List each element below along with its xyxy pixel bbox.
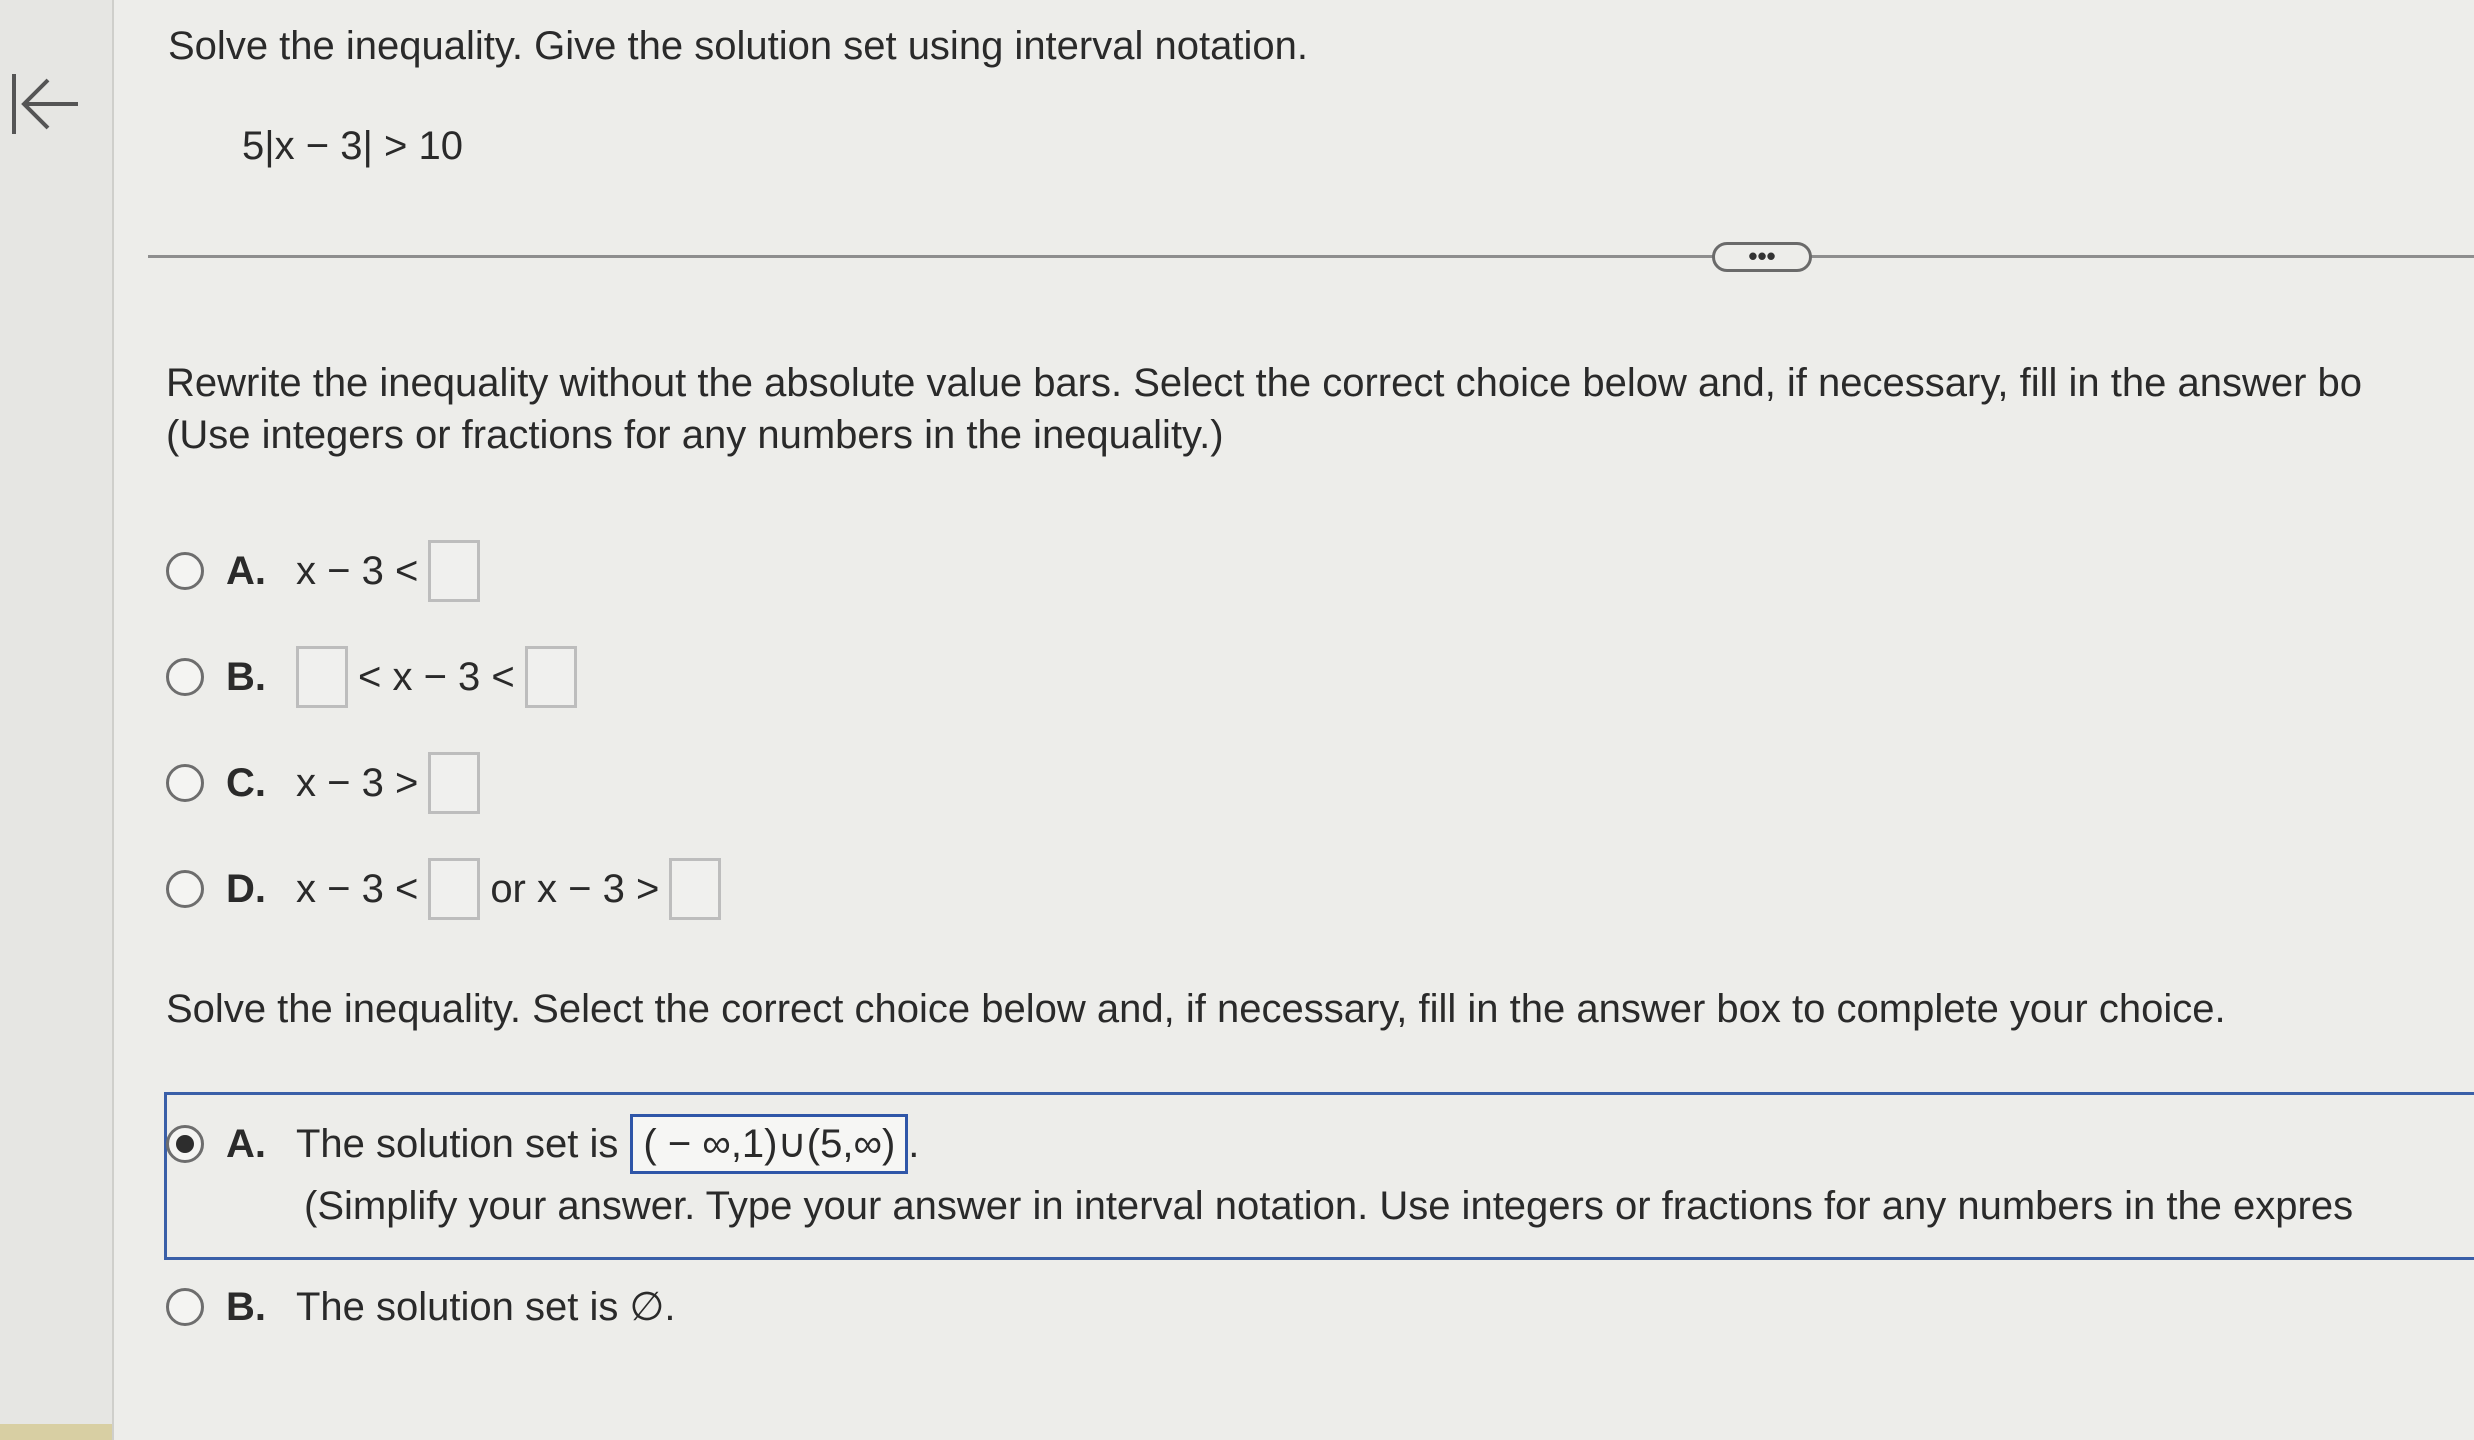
option-a-expression: x − 3 < — [296, 548, 419, 593]
part1-option-a[interactable] — [166, 540, 480, 602]
part1-option-b[interactable] — [166, 646, 577, 708]
option-a-radio[interactable] — [166, 552, 204, 590]
part2-option-b-text: The solution set is ∅. — [296, 1285, 676, 1329]
option-a-letter: A. — [226, 548, 266, 593]
option-a-answer-box[interactable] — [428, 540, 480, 602]
part2-option-a-letter: A. — [226, 1121, 266, 1166]
option-c-radio[interactable] — [166, 764, 204, 802]
part2-instruction: Solve the inequality. Select the correct choice below and, if necessary, fill in the answer box to complete your choice. — [166, 987, 2226, 1031]
section-divider — [148, 255, 2474, 258]
option-c-answer-box[interactable] — [428, 752, 480, 814]
question-area — [112, 0, 2474, 1440]
option-d-expression-right: or x − 3 > — [490, 866, 660, 911]
option-d-left-box[interactable] — [428, 858, 480, 920]
part2-option-a-hint: (Simplify your answer. Type your answer in interval notation. Use integers or fractions for any numbers in the expres — [304, 1184, 2354, 1228]
part2-option-a-text: The solution set is — [296, 1121, 619, 1166]
option-d-letter: D. — [226, 866, 266, 911]
part1-instruction-line2: (Use integers or fractions for any numbers in the inequality.) — [166, 413, 1224, 457]
answer-period: . — [908, 1121, 920, 1166]
left-sidebar — [0, 0, 114, 1440]
option-c-expression: x − 3 > — [296, 760, 419, 805]
option-b-letter: B. — [226, 654, 266, 699]
part1-option-c[interactable] — [166, 752, 480, 814]
more-options-button[interactable]: ••• — [1712, 242, 1812, 272]
solution-answer-input[interactable]: ( − ∞,1)∪(5,∞) — [630, 1114, 908, 1174]
part2-option-b-letter: B. — [226, 1284, 266, 1329]
part1-instruction-line1: Rewrite the inequality without the absolute value bars. Select the correct choice below and, if necessary, fill in the answer bo — [166, 361, 2362, 405]
option-c-letter: C. — [226, 760, 266, 805]
option-d-expression-left: x − 3 < — [296, 866, 419, 911]
question-instruction: Solve the inequality. Give the solution set using interval notation. — [168, 24, 1308, 68]
part2-option-b-radio[interactable] — [166, 1288, 204, 1326]
part1-option-d[interactable] — [166, 858, 721, 920]
option-d-right-box[interactable] — [669, 858, 721, 920]
option-b-expression: < x − 3 < — [358, 654, 515, 699]
part2-option-b[interactable] — [166, 1284, 675, 1330]
option-b-radio[interactable] — [166, 658, 204, 696]
part2-option-a-radio[interactable] — [166, 1125, 204, 1163]
option-b-right-box[interactable] — [525, 646, 577, 708]
collapse-left-icon[interactable] — [6, 66, 82, 142]
option-b-left-box[interactable] — [296, 646, 348, 708]
part2-option-a[interactable] — [166, 1114, 919, 1174]
option-d-radio[interactable] — [166, 870, 204, 908]
question-equation: 5|x − 3| > 10 — [242, 124, 463, 168]
sidebar-bottom-strip — [0, 1424, 112, 1440]
